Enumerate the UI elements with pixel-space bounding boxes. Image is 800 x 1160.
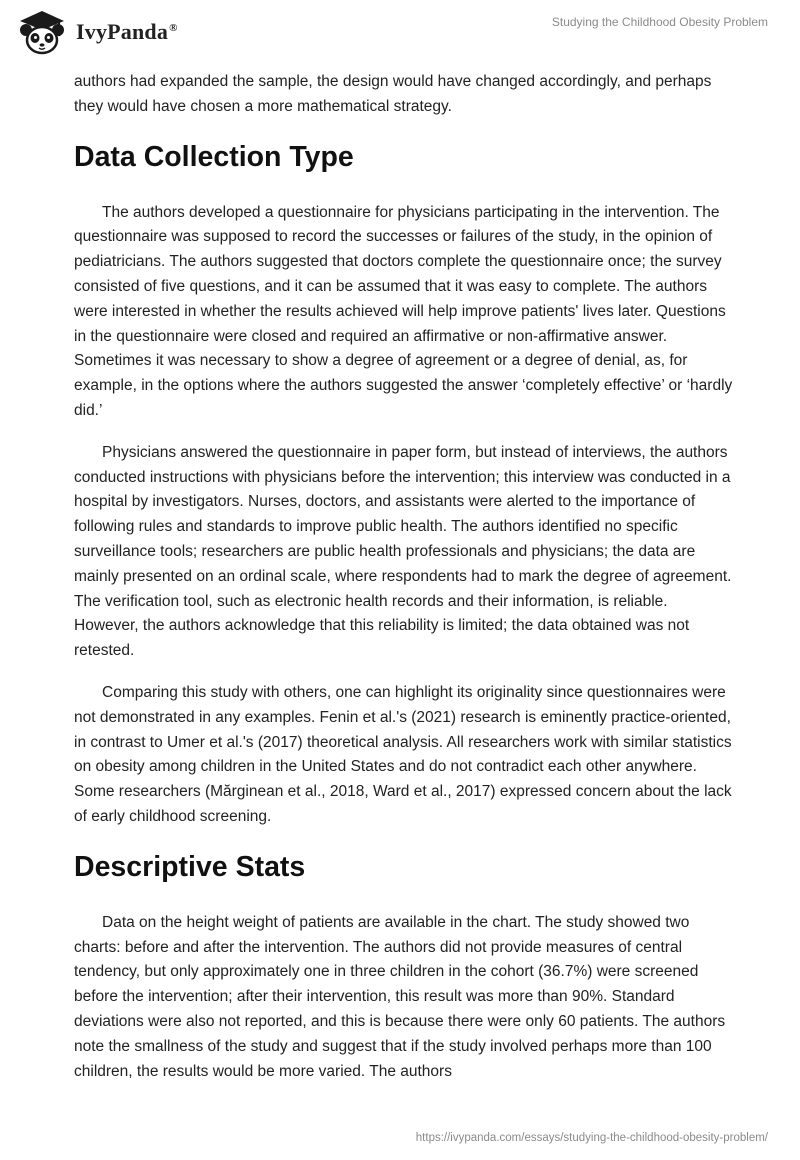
section-heading-data-collection: Data Collection Type	[74, 140, 354, 173]
page-header	[0, 0, 800, 60]
essay-content	[74, 70, 734, 1101]
brand-name	[76, 19, 178, 45]
ivypanda-logo[interactable]	[14, 8, 178, 56]
intro-paragraph: authors had expanded the sample, the design would have changed accordingly, and perhaps they would have chosen a more mathematical strategy.	[74, 73, 712, 115]
brand-text: IvyPanda	[76, 19, 169, 44]
paragraph: Comparing this study with others, one can highlight its originality since questionnaires were not demonstrated in any examples. Fenin et al.'s (2021) research is eminently practice-oriented, in contrast to Umer et al.'s (2017) theoretical analysis. All researchers work with similar statistics on obesity among children in the United States and do not contradict each other anywhere. Some researchers (Mărginean et al., 2018, Ward et al., 2017) expressed concern about the lack of early childhood screening.	[74, 683, 732, 825]
paragraph: The authors developed a questionnaire for physicians participating in the intervention. The questionnaire was supposed to record the successes or failures of the study, in the opinion of pediatricians. The authors suggested that doctors complete the questionnaire once; the survey consisted of five questions, and it can be assumed that it was easy to complete. The authors were interested in whether the results achieved will help improve patients' lives later. Questions in the questionnaire were closed and required an affirmative or non-affirmative answer. Sometimes it was necessary to show a degree of agreement or a degree of denial, as, for example, in the options where the authors suggested the answer ‘completely effective’ or ‘hardly did.’	[74, 203, 733, 419]
paragraph: Data on the height weight of patients are available in the chart. The study showed two charts: before and after the intervention. The authors did not provide measures of central tendency, but only approximately one in three children in the cohort (36.7%) were screened before the intervention; after their intervention, this result was more than 90%. Standard deviations were also not reported, and this is because there were only 60 patients. The authors note the smallness of the study and suggest that if the study involved perhaps more than 100 children, the results would be more varied. The authors	[74, 913, 726, 1080]
paragraph: Physicians answered the questionnaire in paper form, but instead of interviews, the authors conducted instructions with physicians before the intervention; this interview was conducted in a hospital by investigators. Nurses, doctors, and assistants were alerted to the importance of following rules and standards to improve public health. The authors identified no specific surveillance tools; researchers are public health professionals and physicians; the data are mainly presented on an ordinal scale, where respondents had to mark the degree of agreement. The verification tool, such as electronic health records and their information, is reliable. However, the authors acknowledge that this reliability is limited; the data obtained was not retested.	[74, 443, 732, 660]
registered-mark: ®	[169, 21, 178, 34]
panda-graduate-icon	[14, 8, 70, 56]
document-title: Studying the Childhood Obesity Problem	[551, 15, 768, 29]
section-heading-descriptive-stats: Descriptive Stats	[74, 850, 306, 883]
source-url[interactable]: https://ivypanda.com/essays/studying-the-childhood-obesity-problem/	[415, 1132, 768, 1144]
